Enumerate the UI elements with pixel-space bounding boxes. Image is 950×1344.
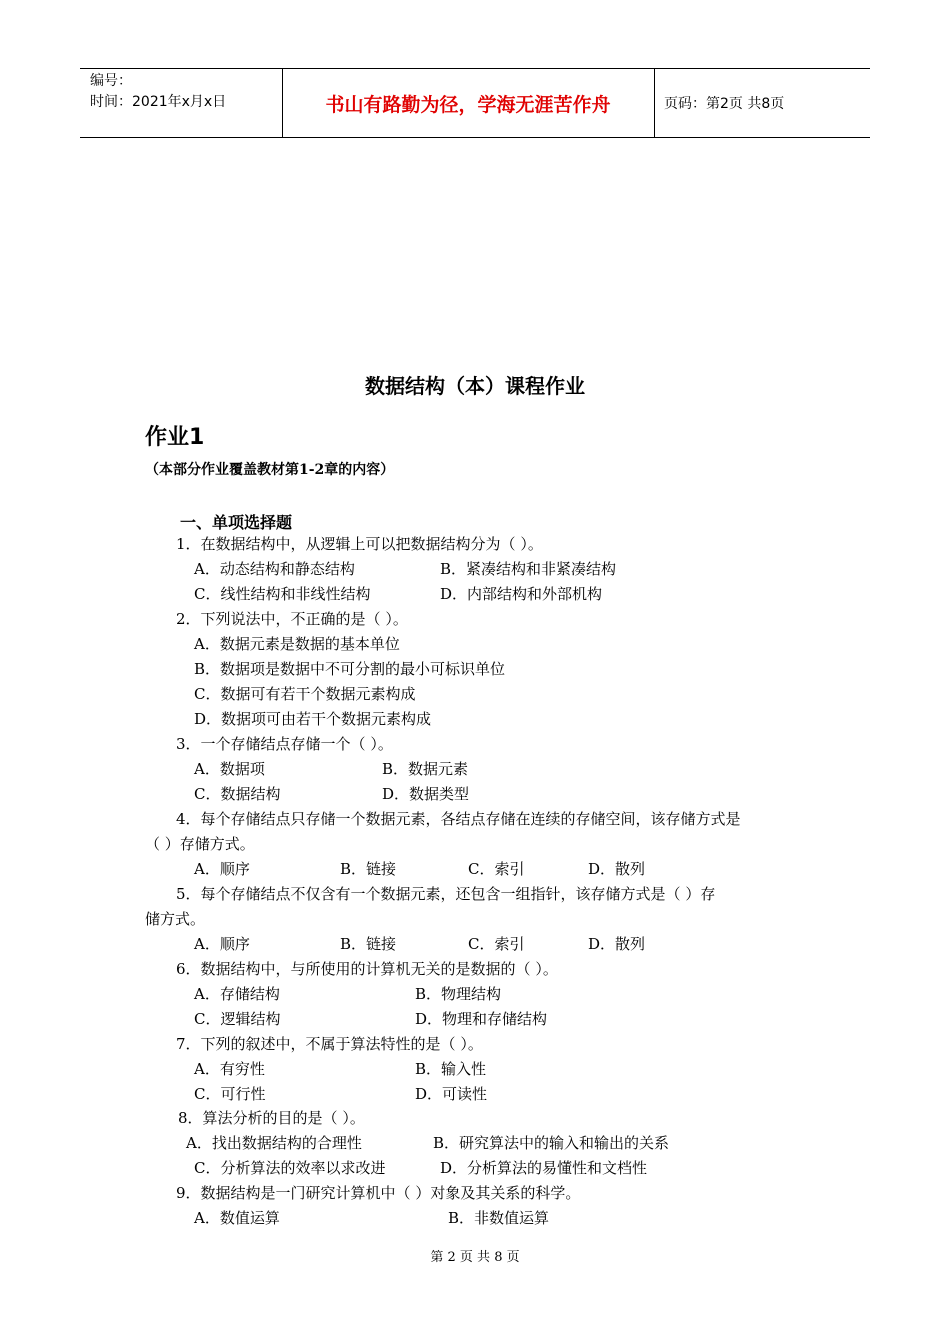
question-5: 5．每个存储结点不仅含有一个数据元素，还包含一组指针，该存储方式是（ ）存 [176, 885, 716, 903]
option-8b: B．研究算法中的输入和输出的关系 [433, 1134, 670, 1152]
option-2c: C．数据可有若干个数据元素构成 [194, 685, 416, 703]
option-7d: D．可读性 [415, 1085, 488, 1103]
header-meta [90, 71, 226, 113]
option-2d: D．数据项可由若干个数据元素构成 [194, 710, 432, 728]
question-4-cont: （ ）存储方式。 [145, 835, 255, 853]
option-3d: D．数据类型 [382, 785, 470, 803]
question-7: 7．下列的叙述中，不属于算法特性的是（ ）。 [176, 1035, 483, 1053]
question-1: 1．在数据结构中，从逻辑上可以把数据结构分为（ ）。 [176, 535, 543, 553]
option-9b: B．非数值运算 [448, 1209, 550, 1227]
option-4d: D．散列 [588, 860, 646, 878]
question-3: 3．一个存储结点存储一个（ ）。 [176, 735, 393, 753]
option-2a: A．数据元素是数据的基本单位 [194, 635, 400, 653]
question-5-cont: 储方式。 [145, 910, 206, 928]
option-4a: A．顺序 [194, 860, 250, 878]
option-1c: C．线性结构和非线性结构 [194, 585, 371, 603]
option-9a: A．数值运算 [194, 1209, 280, 1227]
page-footer: 第 2 页 共 8 页 [430, 1250, 520, 1265]
option-6a: A．存储结构 [194, 985, 280, 1003]
option-2b: B．数据项是数据中不可分割的最小可标识单位 [194, 660, 506, 678]
question-8: 8．算法分析的目的是（ ）。 [178, 1109, 365, 1127]
time-label: 时间：2021年x月x日 [90, 94, 227, 110]
option-7a: A．有穷性 [194, 1060, 265, 1078]
option-3c: C．数据结构 [194, 785, 281, 803]
section-title: 一、单项选择题 [180, 513, 293, 532]
question-2: 2．下列说法中，不正确的是（ ）。 [176, 610, 408, 628]
option-4c: C．索引 [468, 860, 525, 878]
option-1d: D．内部结构和外部机构 [440, 585, 603, 603]
option-5c: C．索引 [468, 935, 525, 953]
option-7b: B．输入性 [415, 1060, 487, 1078]
option-7c: C．可行性 [194, 1085, 266, 1103]
option-8d: D．分析算法的易懂性和文档性 [440, 1159, 648, 1177]
option-3a: A．数据项 [194, 760, 265, 778]
option-5b: B．链接 [340, 935, 397, 953]
page-header [80, 68, 870, 138]
option-6c: C．逻辑结构 [194, 1010, 281, 1028]
header-page-info: 页码：第2页 共8页 [664, 96, 785, 112]
option-6d: D．物理和存储结构 [415, 1010, 548, 1028]
option-8c: C．分析算法的效率以求改进 [194, 1159, 386, 1177]
question-6: 6．数据结构中，与所使用的计算机无关的是数据的（ ）。 [176, 960, 558, 978]
document-title: 数据结构（本）课程作业 [365, 374, 585, 398]
question-4: 4．每个存储结点只存储一个数据元素，各结点存储在连续的存储空间，该存储方式是 [176, 810, 741, 828]
option-8a: A．找出数据结构的合理性 [186, 1134, 362, 1152]
option-1a: A．动态结构和静态结构 [194, 560, 355, 578]
code-label: 编号： [90, 73, 132, 89]
homework-title: 作业1 [145, 425, 205, 450]
header-divider [654, 69, 655, 137]
option-3b: B．数据元素 [382, 760, 469, 778]
option-4b: B．链接 [340, 860, 397, 878]
coverage-note: （本部分作业覆盖教材第1-2章的内容） [145, 462, 395, 478]
question-9: 9．数据结构是一门研究计算机中（ ）对象及其关系的科学。 [176, 1184, 581, 1202]
option-5d: D．散列 [588, 935, 646, 953]
header-motto: 书山有路勤为径，学海无涯苦作舟 [325, 93, 611, 116]
option-5a: A．顺序 [194, 935, 250, 953]
option-1b: B．紧凑结构和非紧凑结构 [440, 560, 617, 578]
option-6b: B．物理结构 [415, 985, 502, 1003]
